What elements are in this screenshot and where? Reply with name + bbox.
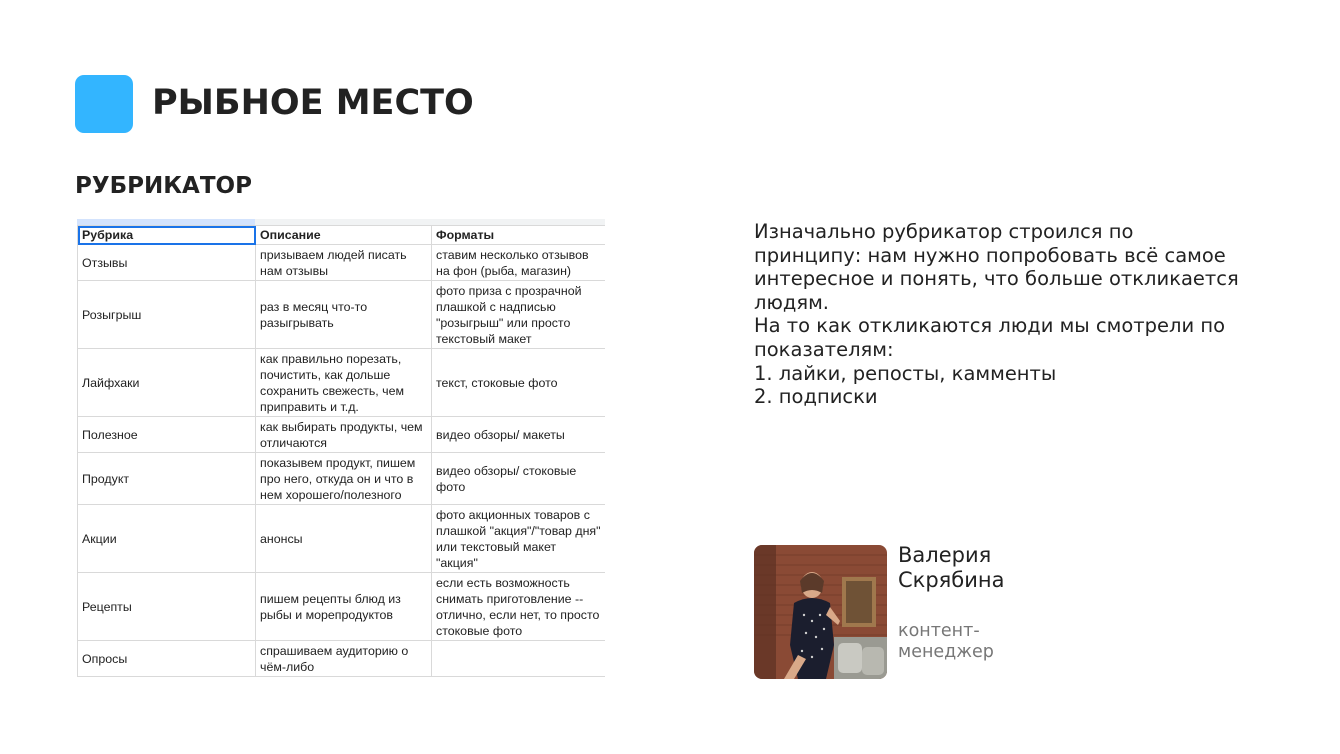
table-cell[interactable]: пишем рецепты блюд из рыбы и морепродуктов — [256, 573, 432, 641]
table-cell[interactable]: Опросы — [78, 641, 256, 677]
author-role — [898, 621, 994, 663]
table-cell[interactable]: как правильно порезать, почистить, как дольше сохранить свежесть, чем приправить и т.д. — [256, 349, 432, 417]
text-line: 1. лайки, репосты, камменты — [754, 361, 1057, 385]
brand-square-icon — [75, 75, 133, 133]
table-cell[interactable]: Отзывы — [78, 245, 256, 281]
table-cell[interactable]: текст, стоковые фото — [432, 349, 606, 417]
table-cell[interactable]: Лайфхаки — [78, 349, 256, 417]
table-row — [78, 245, 606, 281]
table-cell[interactable]: как выбирать продукты, чем отличаются — [256, 417, 432, 453]
table-cell[interactable]: раз в месяц что-то разыгрывать — [256, 281, 432, 349]
table-header-row — [78, 226, 606, 245]
table-cell[interactable]: фото приза с прозрачной плашкой с надписью "розыгрыш" или просто текстовый макет — [432, 281, 606, 349]
table-cell[interactable]: Продукт — [78, 453, 256, 505]
text-line: принципу: нам нужно попробовать всё самое — [754, 243, 1226, 267]
table-cell[interactable]: ставим несколько отзывов на фон (рыба, магазин) — [432, 245, 606, 281]
author-role-line: менеджер — [898, 642, 994, 662]
table-row — [78, 349, 606, 417]
author-photo — [754, 545, 887, 679]
text-line: 2. подписки — [754, 385, 878, 409]
author-name — [898, 543, 1005, 593]
table-cell[interactable]: если есть возможность снимать приготовление -- отлично, если нет, то просто стоковые фото — [432, 573, 606, 641]
table-row — [78, 453, 606, 505]
rubricator-explanation — [754, 220, 1294, 409]
table-cell[interactable]: Рецепты — [78, 573, 256, 641]
table-cell[interactable]: видео обзоры/ макеты — [432, 417, 606, 453]
table-cell[interactable] — [432, 641, 606, 677]
header-cell-rubric[interactable]: Рубрика — [78, 226, 256, 245]
table-cell[interactable]: Акции — [78, 505, 256, 573]
rubricator-table — [77, 225, 605, 677]
text-line: людям. — [754, 290, 830, 314]
table-cell[interactable]: Полезное — [78, 417, 256, 453]
table-cell[interactable]: анонсы — [256, 505, 432, 573]
section-title: РУБРИКАТОР — [75, 173, 252, 199]
table-row — [78, 417, 606, 453]
text-line: показателям: — [754, 337, 894, 361]
table-row — [78, 281, 606, 349]
table-cell[interactable]: Розыгрыш — [78, 281, 256, 349]
text-line: интересное и понять, что больше откликается — [754, 267, 1239, 291]
table-row — [78, 573, 606, 641]
author-first-name: Валерия — [898, 543, 992, 567]
table-row — [78, 505, 606, 573]
table-cell[interactable]: фото акционных товаров с плашкой "акция"/"товар дня" или текстовый макет "акция" — [432, 505, 606, 573]
text-line: На то как откликаются люди мы смотрели по — [754, 314, 1226, 338]
page-title: РЫБНОЕ МЕСТО — [152, 83, 474, 123]
table-cell[interactable]: спрашиваем аудиторию о чём-либо — [256, 641, 432, 677]
header-cell-formats[interactable]: Форматы — [432, 226, 606, 245]
table-cell[interactable]: видео обзоры/ стоковые фото — [432, 453, 606, 505]
header-cell-description[interactable]: Описание — [256, 226, 432, 245]
author-last-name: Скрябина — [898, 568, 1005, 592]
table-cell[interactable]: призываем людей писать нам отзывы — [256, 245, 432, 281]
author-role-line: контент- — [898, 621, 980, 641]
text-line: Изначально рубрикатор строился по — [754, 220, 1134, 243]
rubricator-spreadsheet — [77, 219, 605, 679]
table-row — [78, 641, 606, 677]
table-cell[interactable]: показывем продукт, пишем про него, откуда он и что в нем хорошего/полезного — [256, 453, 432, 505]
